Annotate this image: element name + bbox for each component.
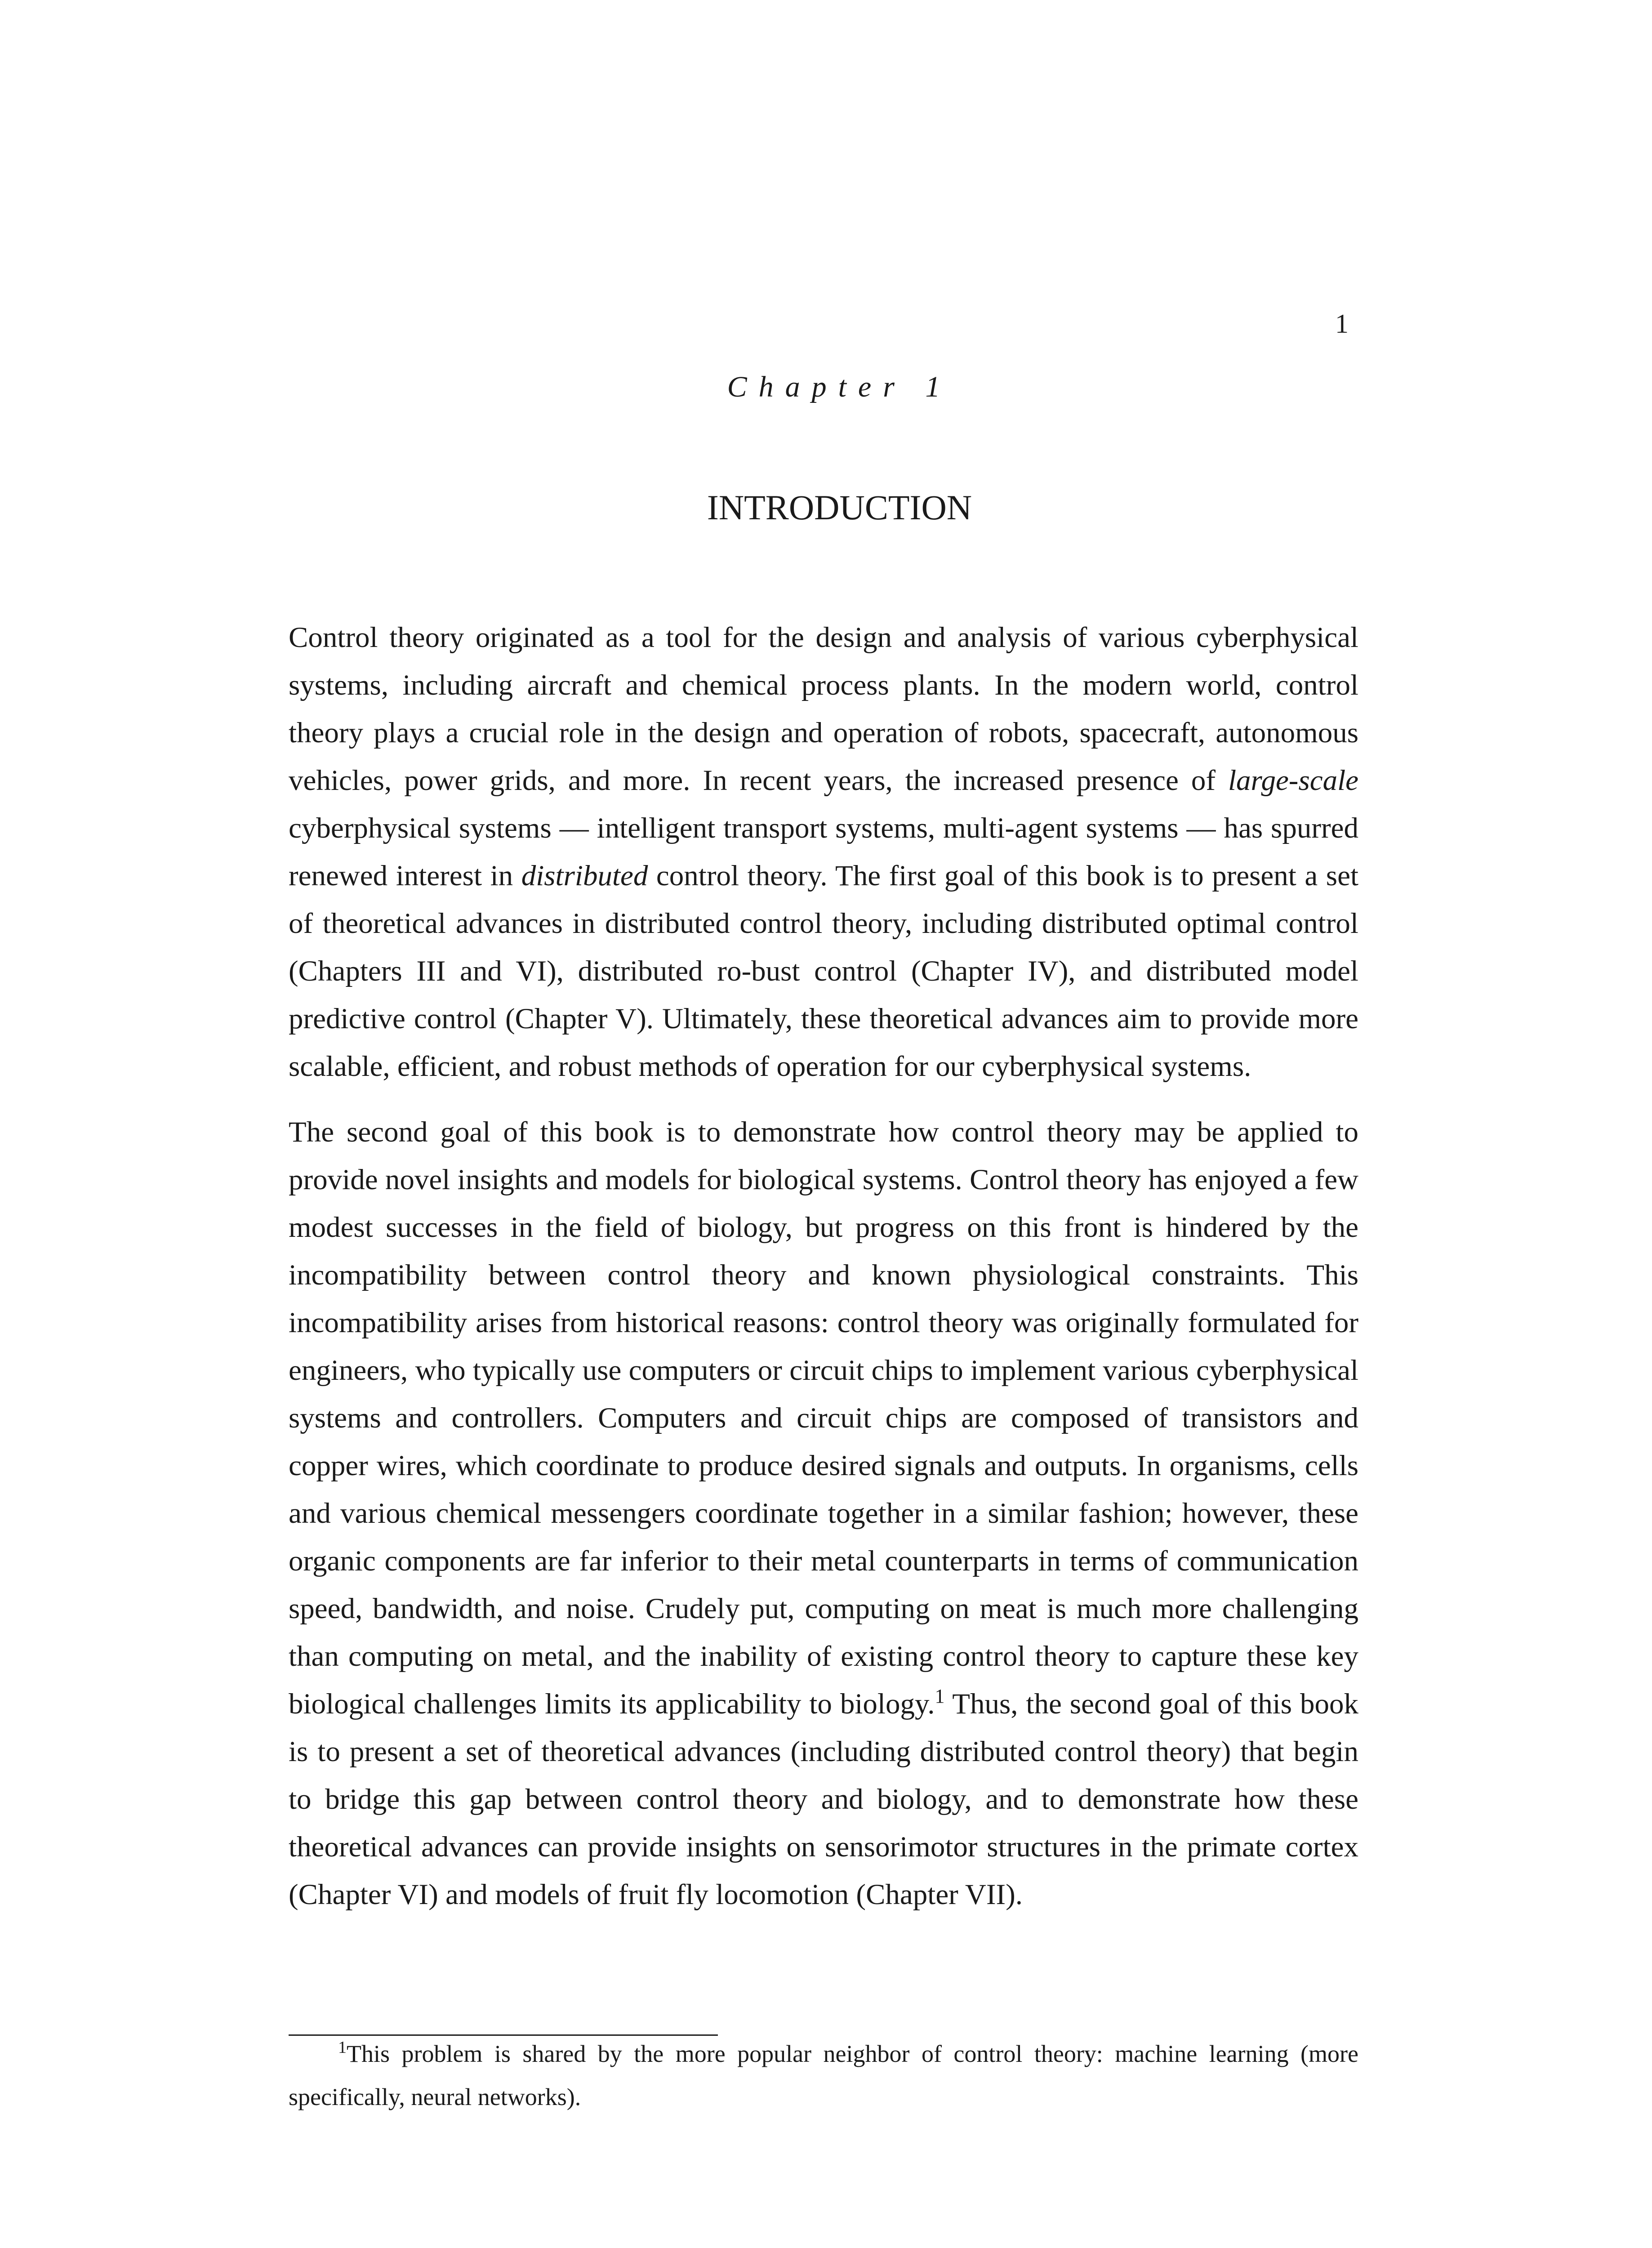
paragraph-1-text-a: Control theory originated as a tool for the design and analysis of various cyberphysical systems, including aircraft and chemical process plants. In the modern world, control theory plays a crucial role in the design and operation of robots, spacecraft, autonomous vehicles, power grids, and more. In recent years, the increased presence of (289, 621, 1358, 797)
page-number: 1 (1335, 309, 1349, 339)
paragraph-1-text-c: control theory. The first goal of this book is to present a set of theoretical advances in distributed control theory, including distributed optimal control (Chapters III and VI), distributed ro-bust control (Chapter IV), and distributed model predictive control (Chapter V). Ultimately, these theoretical advances aim to provide more scalable, efficient, and robust methods of operation for our cyberphysical systems. (289, 860, 1359, 1083)
paragraph-1-text-b: cyberphysical systems — intelligent transport systems, multi-agent systems — has spurred renewed interest in (289, 812, 1358, 892)
paragraph-1 (289, 614, 1358, 1090)
chapter-label: Chapter 1 (727, 370, 952, 403)
emphasis-large-scale: large-scale (1228, 764, 1358, 797)
emphasis-distributed: distributed (521, 860, 648, 892)
paragraph-2 (289, 1108, 1358, 1918)
chapter-title: INTRODUCTION (707, 488, 972, 527)
footnote-reference[interactable]: 1 (935, 1685, 945, 1707)
paragraph-2-text-a: The second goal of this book is to demonstrate how control theory may be applied to provide novel insights and models for biological systems. Control theory has enjoyed a few modest successes in the field of biology, but progress on this front is hindered by the incompatibility between control theory and known physiological constraints. This incompatibility arises from historical reasons: control theory was originally formulated for engineers, who typically use computers or circuit chips to implement various cyberphysical systems and controllers. Computers and circuit chips are composed of transistors and copper wires, which coordinate to produce desired signals and outputs. In organisms, cells and various chemical messengers coordinate together in a similar fashion; however, these organic components are far inferior to their metal counterparts in terms of communication speed, bandwidth, and noise. Crudely put, computing on meat is much more challenging than computing on metal, and the inability of existing control theory to capture these key biological challenges limits its applicability to biology. (289, 1116, 1358, 1720)
body-text (289, 614, 1358, 1918)
footnote (289, 2032, 1358, 2119)
paragraph-2-text-b: Thus, the second goal of this book is to present a set of theoretical advances (including distributed control theory) that begin to bridge this gap between control theory and biology, and to demonstrate how these theoretical advances can provide insights on sensorimotor structures in the primate cortex (Chapter VI) and models of fruit fly locomotion (Chapter VII). (289, 1688, 1358, 1911)
footnote-text: This problem is shared by the more popular neighbor of control theory: machine learning (more specifically, neural networks). (289, 2040, 1358, 2110)
footnote-marker: 1 (338, 2038, 347, 2057)
